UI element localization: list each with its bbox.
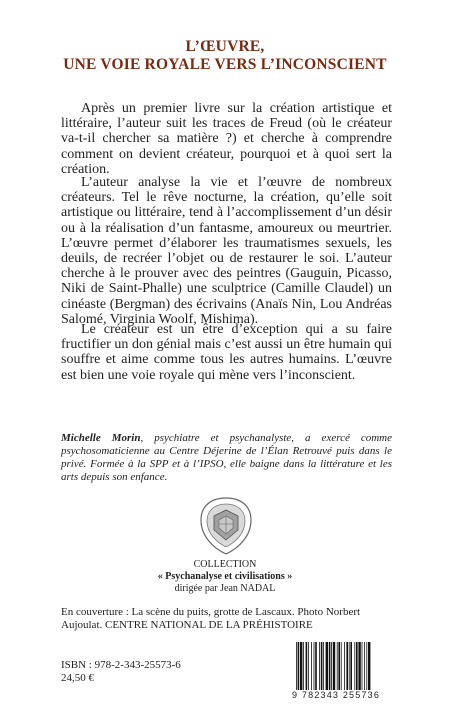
barcode-bar xyxy=(341,642,342,690)
barcode-bar xyxy=(338,642,340,690)
barcode-bar xyxy=(368,642,370,690)
barcode-bar xyxy=(329,642,331,690)
collection-name: « Psychanalyse et civilisations » xyxy=(157,571,293,582)
barcode-bar xyxy=(344,642,345,690)
collection-label: COLLECTION xyxy=(193,559,257,570)
author-bio xyxy=(61,432,392,484)
barcode-digits: 9 782343 255736 xyxy=(292,690,381,700)
barcode-bar xyxy=(350,642,352,690)
barcode-bar xyxy=(315,642,317,690)
cover-credit: En couverture : La scène du puits, grotte de Lascaux. Photo Norbert Aujoulat. CENTRE NATIONAL DE LA PRÉHISTOIRE xyxy=(61,606,361,631)
barcode-bar xyxy=(337,642,338,690)
author-name: Michelle Morin xyxy=(61,432,141,444)
barcode-bar xyxy=(308,642,309,690)
barcode-bar xyxy=(333,642,335,690)
publisher-logo-icon xyxy=(199,496,253,556)
blurb-paragraph-3: Le créateur est un être d’exception qui a su faire fructifier un don génial mais c’est aussi un être humain qui souffre et aime comme tous les autres humains. L’œuvre est bien une voie royale qui mène vers l’inconscient. xyxy=(61,322,392,383)
collection-director: dirigée par Jean NADAL xyxy=(174,583,276,594)
barcode-bar xyxy=(314,642,315,690)
barcode-bar xyxy=(303,642,304,690)
barcode-bar xyxy=(319,642,320,690)
barcode-bar xyxy=(321,642,323,690)
barcode-bar xyxy=(346,642,348,690)
barcode-bar xyxy=(366,642,367,690)
barcode-bar xyxy=(358,642,360,690)
price: 24,50 € xyxy=(61,672,94,684)
barcode-bar xyxy=(298,642,300,690)
blurb-paragraph-1: Après un premier livre sur la création artistique et littéraire, l’auteur suit les traces de Freud (où le créateur va-t-il chercher sa matière ?) et cherche à comprendre comment on devient créateur, pourquoi et à quoi sert la création. xyxy=(61,101,392,177)
author-bio-text: , psychiatre et psychanalyste, a exercé comme psychosomaticienne au Centre Déjerine de l’Élan Retrouvé puis dans le privé. Formée à la SPP et à l’IPSO, elle baigne dans la littérature et les arts depuis son enfance. xyxy=(61,432,392,483)
barcode-bar xyxy=(364,642,365,690)
barcode-bar xyxy=(306,642,308,690)
barcode-bar xyxy=(323,642,324,690)
barcode-bar xyxy=(349,642,350,690)
barcode-bar xyxy=(331,642,332,690)
barcode-bar xyxy=(311,642,312,690)
barcode-bar xyxy=(354,642,355,690)
title-line-2: UNE VOIE ROYALE VERS L’INCONSCIENT xyxy=(63,56,387,73)
blurb-paragraph-2: L’auteur analyse la vie et l’œuvre de nombreux créateurs. Tel le rêve nocturne, la création, qu’elle soit artistique ou littéraire, tend à l’accomplissement d’un désir ou à la réalisation d’un fantasme, amoureux ou meurtrier. L’œuvre permet d’élaborer les traumatismes sexuels, les deuils, de recréer l’objet ou de restaurer le soi. L’auteur cherche à le prouver avec des peintres (Gauguin, Picasso, Niki de Saint-Phalle) une sculptrice (Camille Claudel) un cinéaste (Bergman) des écrivains (Anaïs Nin, Lou Andréas Salomé, Virginia Woolf, Mishima). xyxy=(61,175,392,327)
barcode-bar xyxy=(296,642,297,690)
barcode-bar xyxy=(356,642,358,690)
title-line-1: L’ŒUVRE, xyxy=(185,38,265,55)
barcode-bar xyxy=(300,642,302,690)
barcode-bar xyxy=(362,642,363,690)
barcode-bar xyxy=(326,642,328,690)
barcode-icon xyxy=(296,642,396,690)
isbn: ISBN : 978-2-343-25573-6 xyxy=(61,659,181,671)
